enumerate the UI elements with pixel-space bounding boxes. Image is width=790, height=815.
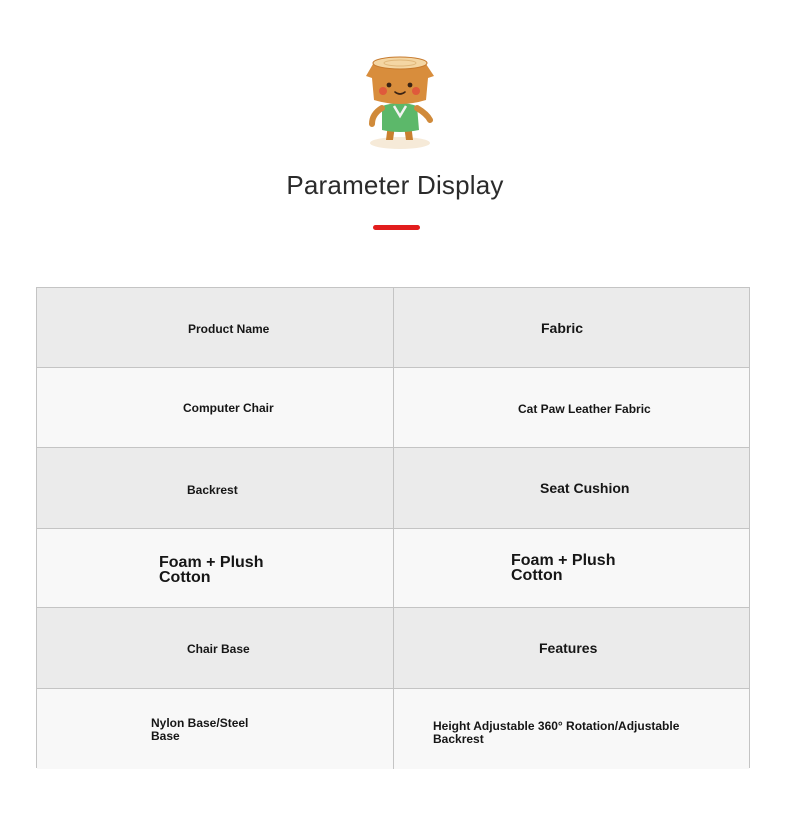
- table-row: [37, 689, 749, 769]
- table-cell: [394, 368, 749, 447]
- table-cell: [37, 288, 394, 367]
- table-cell: [37, 608, 394, 688]
- parameter-table: [36, 287, 750, 768]
- table-cell: [37, 529, 394, 607]
- param-value-backrest: Foam + Plush Cotton: [159, 554, 264, 587]
- table-cell: [37, 368, 394, 447]
- table-cell: [394, 288, 749, 367]
- param-label-seat-cushion: Seat Cushion: [540, 480, 630, 496]
- param-label-features: Features: [539, 640, 598, 656]
- table-cell: [394, 448, 749, 528]
- param-label-product-name: Product Name: [188, 322, 270, 336]
- param-value-chair-base: Nylon Base/Steel Base: [151, 716, 249, 743]
- page-title: Parameter Display: [286, 170, 504, 200]
- table-cell: [37, 448, 394, 528]
- table-cell: [394, 608, 749, 688]
- table-cell: [394, 689, 749, 769]
- tree-stump-mascot-icon: [360, 54, 438, 150]
- param-label-backrest: Backrest: [187, 483, 238, 497]
- param-label-chair-base: Chair Base: [187, 642, 250, 656]
- param-value-fabric: Cat Paw Leather Fabric: [518, 402, 651, 416]
- table-row: [37, 608, 749, 689]
- table-row: [37, 368, 749, 448]
- param-label-fabric: Fabric: [541, 320, 584, 336]
- param-value-product-name: Computer Chair: [183, 401, 274, 415]
- title-underline: [373, 225, 420, 230]
- table-cell: [394, 529, 749, 607]
- param-value-features: Height Adjustable 360° Rotation/Adjustable Backrest: [433, 719, 680, 746]
- param-value-seat-cushion: Foam + Plush Cotton: [511, 552, 616, 585]
- table-row: [37, 448, 749, 529]
- table-cell: [37, 689, 394, 769]
- table-row: [37, 288, 749, 368]
- table-row: [37, 529, 749, 608]
